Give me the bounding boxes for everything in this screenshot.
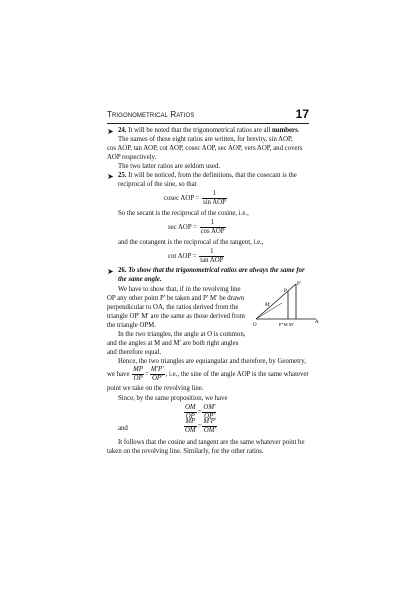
- p26-line13: It follows that the cosine and tangent are the same whatever point be: [118, 439, 305, 446]
- p26-line9: Hence, the two triangles are equiangular and therefore, by Geometry,: [118, 358, 306, 365]
- fraction-mp-op: $\frac{MP}{OP}$: [133, 366, 143, 382]
- label-a: A: [315, 320, 319, 325]
- label-o: O: [253, 323, 257, 327]
- p26-title1: [118, 267, 305, 276]
- eq-sec-lhs: sec AOP =: [168, 224, 197, 232]
- label-p: P: [284, 289, 287, 294]
- eq-cosec-lhs: cosec AOP =: [164, 195, 200, 203]
- eq-cot-lhs: cot AOP =: [168, 253, 197, 261]
- eq-sec-fraction: $\frac{1}{\text{cos AOP}}$: [200, 219, 225, 235]
- running-title: Trigonometrical Ratios: [107, 110, 195, 119]
- equation-sec: [168, 219, 227, 236]
- p26-line7: and the angles at M and M′ are both right angles: [107, 340, 239, 347]
- equation-cosine: $\frac{OM}{OP}$ = $\frac{OM'}{OP'}$: [185, 404, 216, 420]
- p26-line1: We have to show that, if in the revolving line: [118, 286, 241, 293]
- equation-cosec: [164, 190, 228, 207]
- and-word: and: [118, 425, 128, 432]
- p24-line1: 24. It will be noted that the trigonometrical ratios are all numbers.: [118, 127, 300, 134]
- triangle-diagram: [252, 281, 320, 327]
- page-header: [107, 107, 309, 122]
- p24-line1-text: It will be noted that the trigonometrical ratios are all: [128, 127, 271, 134]
- p26-line14: taken on the revolving line. Similarly, for the other ratios.: [107, 448, 264, 455]
- p26-line3: perpendicular to OA, the ratios derived from the: [107, 304, 239, 311]
- label-m-prime-side: M′: [265, 303, 271, 308]
- p26-line4: triangle OP′ M′ are the same as those derived from: [107, 313, 245, 320]
- eq-cosec-fraction: $\frac{1}{\text{sin AOP}}$: [203, 190, 226, 206]
- equation-cot: [168, 248, 225, 265]
- p26-line6: In the two triangles, the angle at O is common,: [118, 331, 246, 338]
- p24-line4: AOP respectively.: [107, 154, 157, 161]
- fraction-mpprime-opprime: $\frac{M'P'}{OP'}$: [150, 366, 164, 382]
- p25-line4: and the cotangent is the reciprocal of the tangent, i.e.,: [118, 239, 264, 246]
- p26-line8: and therefore equal.: [107, 349, 162, 356]
- p26-title2: the same angle.: [118, 276, 162, 283]
- p24-number: 24.: [118, 127, 127, 134]
- p24-line2: The names of these eight ratios are written, for brevity, sin AOP,: [118, 136, 293, 143]
- page-number: 17: [295, 107, 309, 121]
- p26-line10: we have $\frac{MP}{OP}$ = $\frac{M'P'}{OP'}$ , i.e., the sine of the angle AOP is the same whatever: [107, 366, 309, 382]
- arrow-bullet-icon: ➤: [107, 172, 114, 181]
- p26-line12: Since, by the same proposition, we have: [118, 395, 228, 402]
- p24-line3: cos AOP, tan AOP, cot AOP, cosec AOP, sec AOP, vers AOP, and covers: [107, 145, 303, 152]
- p24-line5: The two latter ratios are seldom used.: [118, 163, 221, 170]
- p26-line11: point we take on the revolving line.: [107, 385, 204, 392]
- p25-number: 25.: [118, 172, 127, 179]
- p26-title-text: To show that the trigonometrical ratios are always the same for: [128, 267, 305, 274]
- label-p-prime: P′: [297, 282, 301, 287]
- p25-line2: reciprocal of the sine, so that: [118, 181, 197, 188]
- triangle-figure: [252, 281, 320, 327]
- label-bottom: P′′M M′: [279, 322, 294, 327]
- p24-bold-word: numbers: [272, 127, 298, 134]
- p25-line3: So the secant is the reciprocal of the cosine, i.e.,: [118, 210, 249, 217]
- arrow-bullet-icon: ➤: [107, 127, 114, 136]
- p26-line2: OP any other point P′ be taken and P′ M′ be drawn: [107, 295, 245, 302]
- p25-line1: [118, 172, 297, 181]
- eq-cot-fraction: $\frac{1}{\text{tan AOP}}$: [200, 248, 224, 264]
- revolving-line-op: [256, 284, 296, 319]
- p26-number: 26.: [118, 267, 127, 274]
- p26-line5: the triangle OPM.: [107, 322, 156, 329]
- header-rule: [107, 123, 309, 124]
- equation-tangent: $\frac{MP}{OM}$ = $\frac{M'P'}{OM'}$: [185, 418, 217, 434]
- arrow-bullet-icon: ➤: [107, 267, 114, 276]
- p25-line1-text: It will be noticed, from the definitions, that the cosecant is the: [128, 172, 297, 179]
